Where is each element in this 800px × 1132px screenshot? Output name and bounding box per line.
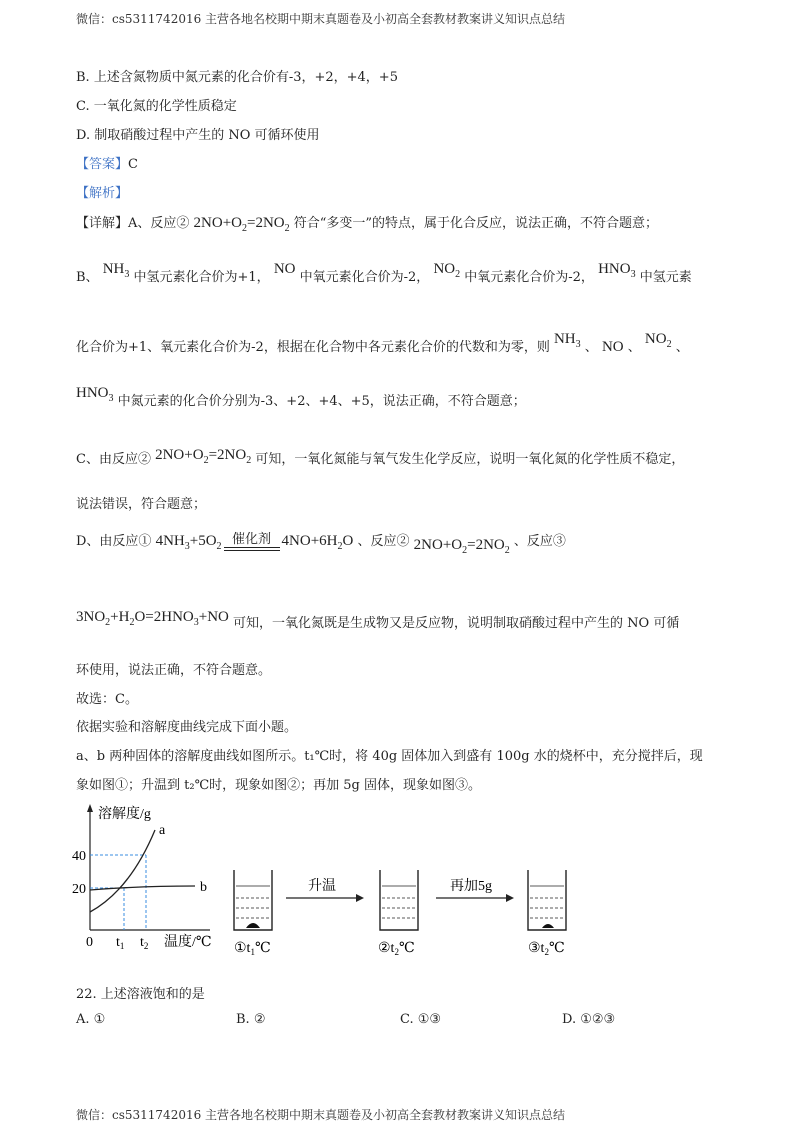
answer-value: C bbox=[128, 157, 138, 172]
beaker-2 bbox=[378, 870, 418, 957]
detail-d-line1 bbox=[76, 530, 566, 556]
y-tick-20: 20 bbox=[72, 882, 86, 897]
option-22-d[interactable]: D. ①②③ bbox=[562, 1012, 616, 1027]
page-header: 微信：cs5311742016 主营各地名校期中期末真题卷及小初高全套教材教案讲义知识点总结 bbox=[76, 12, 566, 26]
separator: 、 bbox=[584, 340, 598, 355]
equation-3: $3NO_2+H_2O=2HNO_3+NO$ bbox=[76, 609, 229, 628]
beaker-2-label: $②t_2℃$ bbox=[378, 941, 415, 957]
detail-b-text-7: 中氮元素的化合价分别为-3、+2、+4、+5，说法正确，不符合题意； bbox=[117, 394, 526, 409]
arrow-add-solid bbox=[436, 878, 514, 902]
curve-a bbox=[90, 830, 155, 912]
option-c: C. 一氧化氮的化学性质稳定 bbox=[76, 99, 237, 114]
formula-nh3: $NH_3$ bbox=[102, 261, 130, 280]
detail-b-text-5: 中氢元素 bbox=[639, 270, 692, 285]
page-footer: 微信：cs5311742016 主营各地名校期中期末真题卷及小初高全套教材教案讲义知识点总结 bbox=[76, 1108, 566, 1122]
option-22-b[interactable]: B. ② bbox=[236, 1012, 266, 1027]
section-intro: 依据实验和溶解度曲线完成下面小题。 bbox=[76, 720, 298, 735]
detail-c-line1 bbox=[76, 448, 684, 470]
separator: 、 bbox=[627, 340, 641, 355]
formula-hno3: $HNO_3$ bbox=[598, 261, 636, 280]
undissolved-solid-1 bbox=[246, 923, 260, 928]
option-22-c[interactable]: C. ①③ bbox=[400, 1012, 442, 1027]
detail-a-suffix: 符合“多变一”的特点，属于化合反应，说法正确，不符合题意； bbox=[293, 216, 659, 231]
solubility-graph bbox=[72, 804, 212, 951]
beaker-3 bbox=[528, 870, 566, 957]
detail-d-line2 bbox=[76, 609, 680, 634]
origin-label: 0 bbox=[86, 935, 93, 950]
catalyst-condition bbox=[224, 532, 280, 551]
y-tick-40: 40 bbox=[72, 849, 86, 864]
detail-c-prefix: C、由反应② bbox=[76, 452, 151, 467]
option-d: D. 制取硝酸过程中产生的 NO 可循环使用 bbox=[76, 128, 320, 143]
formula-nh3-2: $NH_3$ bbox=[553, 331, 581, 350]
t1-label: $t_1$ bbox=[116, 935, 125, 951]
option-b: B. 上述含氮物质中氮元素的化合价有-3，+2，+4，+5 bbox=[76, 70, 398, 85]
formula-no: NO bbox=[273, 261, 296, 277]
answer-line bbox=[76, 153, 138, 172]
formula-no-2: NO bbox=[601, 339, 624, 355]
conclusion: 故选：C。 bbox=[76, 692, 138, 707]
detail-b-text-6: 化合价为+1、氧元素化合价为-2，根据在化合物中各元素化合价的代数和为零，则 bbox=[76, 340, 550, 355]
detail-b-text-2: 中氢元素化合价为+1， bbox=[133, 270, 270, 285]
detail-b-line1 bbox=[76, 261, 692, 288]
analysis-label: 【解析】 bbox=[76, 186, 129, 201]
detail-d-mid: 、反应② bbox=[357, 534, 410, 549]
catalyst-label: 催化剂 bbox=[232, 531, 272, 547]
arrow-heat bbox=[286, 878, 364, 902]
detail-d-prefix: D、由反应① bbox=[76, 534, 152, 549]
curve-a-label: a bbox=[159, 823, 166, 838]
answer-label: 【答案】 bbox=[76, 157, 129, 172]
detail-d-line3: 环使用，说法正确，不符合题意。 bbox=[76, 663, 272, 678]
equation-1: $4NH_3+5O_2$ 催化剂 $4NO+6H_2O$ bbox=[155, 531, 354, 552]
equation-2-c: $2NO+O_2=2NO_2$ bbox=[155, 447, 252, 466]
question-22-stem: 22. 上述溶液饱和的是 bbox=[76, 987, 205, 1002]
detail-b-line3 bbox=[76, 385, 526, 412]
arrow-add-label: 再加5g bbox=[450, 879, 492, 894]
equation-2-d: $2NO+O_2=2NO_2$ bbox=[413, 537, 510, 556]
detail-b-text-4: 中氧元素化合价为-2， bbox=[464, 270, 594, 285]
detail-b-line2 bbox=[76, 331, 689, 358]
arrow-heat-label: 升温 bbox=[308, 879, 336, 894]
detail-c-line2: 说法错误，符合题意； bbox=[76, 497, 207, 512]
t2-label: $t_2$ bbox=[140, 935, 149, 951]
y-axis-title: 溶解度/g bbox=[98, 807, 151, 822]
question-stem-2: 象如图①；升温到 t₂℃时，现象如图②；再加 5g 固体，现象如图③。 bbox=[76, 778, 481, 793]
beaker-3-label: $③t_2℃$ bbox=[528, 941, 565, 957]
x-axis-title: 温度/℃ bbox=[164, 935, 212, 950]
option-22-a[interactable]: A. ① bbox=[76, 1012, 106, 1027]
question-stem-1: a、b 两种固体的溶解度曲线如图所示。t₁℃时，将 40g 固体加入到盛有 100g 水的烧杯中，充分搅拌后，现 bbox=[76, 749, 703, 764]
detail-d-end: 、反应③ bbox=[513, 534, 566, 549]
detail-a bbox=[76, 212, 658, 234]
formula-no2: $NO_2$ bbox=[433, 261, 461, 280]
detail-d-suffix: 可知，一氧化氮既是生成物又是反应物，说明制取硝酸过程中产生的 NO 可循 bbox=[233, 616, 680, 631]
detail-b-label: B、 bbox=[76, 270, 99, 285]
separator: 、 bbox=[675, 340, 689, 355]
experiment-figure bbox=[60, 800, 620, 970]
equation-2: $2NO+O_2=2NO_2$ bbox=[193, 215, 290, 234]
formula-hno3-2: $HNO_3$ bbox=[76, 385, 114, 404]
detail-c-suffix: 可知，一氧化氮能与氧气发生化学反应，说明一氧化氮的化学性质不稳定， bbox=[255, 452, 685, 467]
detail-b-text-3: 中氧元素化合价为-2， bbox=[299, 270, 430, 285]
formula-no2-2: $NO_2$ bbox=[644, 331, 672, 350]
detail-a-prefix: 【详解】A、反应② bbox=[76, 216, 190, 231]
undissolved-solid-3 bbox=[542, 924, 554, 928]
beaker-1-label: $①t_1℃$ bbox=[234, 941, 271, 957]
curve-b-label: b bbox=[200, 880, 207, 895]
beaker-1 bbox=[234, 870, 272, 957]
